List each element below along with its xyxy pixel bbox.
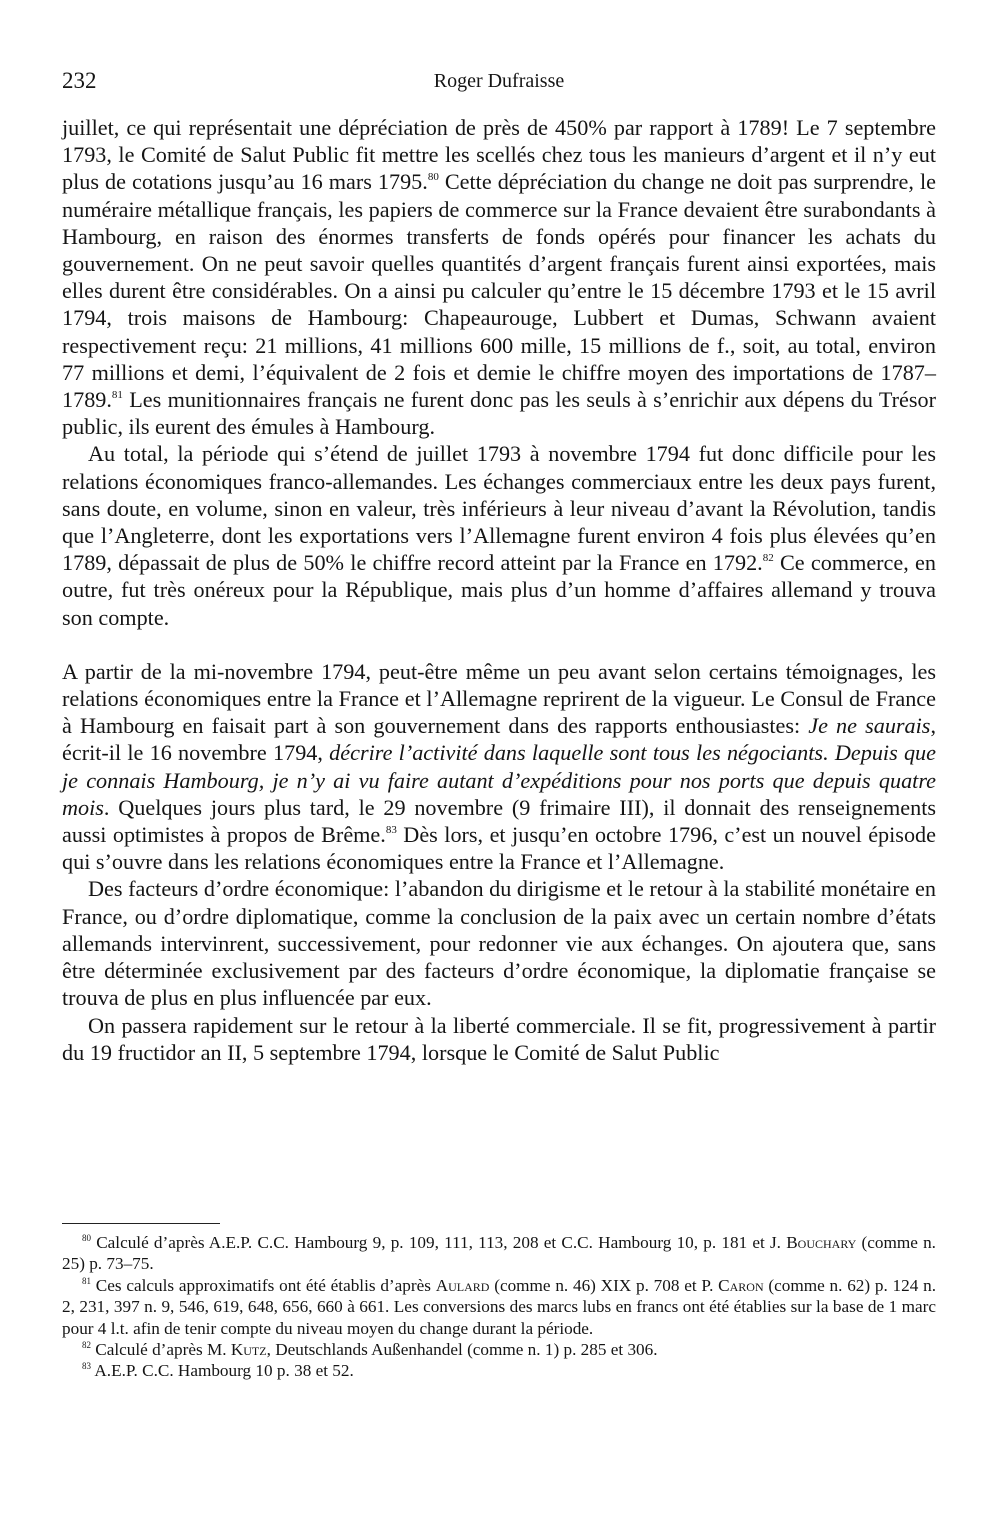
- footnote-83: [62, 1360, 936, 1381]
- footnote-81-text-b: (comme n. 46) XIX p. 708 et P.: [489, 1275, 719, 1295]
- footnote-divider: [62, 1223, 220, 1224]
- footnote-81-text-c: (comme n. 62) p. 124 n. 2, 231, 397 n. 9, 546, 619, 648, 656, 660 à 661. Les conversions des marcs lubs en francs ont été établies sur la base de 1 marc pour 4 l.t. afin de tenir compte du niveau moyen du change durant la période.: [62, 1275, 937, 1338]
- paragraph-3-text-d: Dès lors, et jusqu’en octobre 1796, c’est un nouvel épisode qui s’ouvre dans les relations économiques entre la France et l’Allemagne.: [62, 822, 936, 875]
- paragraph-1-text-b: Cette dépréciation du change ne doit pas surprendre, le numéraire métallique français, les papiers de commerce sur la France devaient être surabondants à Hambourg, en raison des énormes transferts de fonds opérés pour financer les achats du gouvernement. On ne peut savoir quelles quantités d’argent français furent ainsi exportées, mais elles durent être considérables. On a ainsi pu calculer qu’entre le 15 décembre 1793 et le 15 avril 1794, trois maisons de Hambourg: Chapeaurouge, Lubbert et Dumas, Schwann avaient respectivement reçu: 21 millions, 41 millions 600 mille, 15 millions de f., soit, au total, environ 77 millions et demi, l’équivalent de 2 fois et demie le chiffre moyen des importations de 1787–1789.: [62, 169, 936, 413]
- paragraph-1: [62, 114, 936, 440]
- footnote-82-text-a: Calculé d’après M.: [95, 1340, 231, 1360]
- paragraph-3-italic-1: Je ne saurais: [808, 713, 931, 739]
- footnote-ref-83: 83: [385, 824, 397, 837]
- footnote-number: 82: [82, 1340, 91, 1351]
- footnote-ref-81: 81: [111, 389, 123, 402]
- footnote-80-text-a: Calculé d’après A.E.P. C.C. Hambourg 9, p. 109, 111, 113, 208 et C.C. Hambourg 10, p. 181 et J.: [96, 1233, 787, 1252]
- paragraph-2-text-a: Au total, la période qui s’étend de juillet 1793 à novembre 1794 fut donc difficile pour les relations économiques franco-allemandes. Les échanges commerciaux entre les deux pays furent, sans doute, en volume, sinon en valeur, très inférieurs à leur niveau d’avant la Révolution, tandis que l’Angleterre, dont les exportations vers l’Allemagne furent environ 4 fois plus élevées qu’en 1789, dépassait de plus de 50% le chiffre record atteint par la France en 1792.: [62, 441, 936, 576]
- paragraph-3-text-a: A partir de la mi-novembre 1794, peut-être même un peu avant selon certains témoignages, les relations économiques entre la France et l’Allemagne reprirent de la vigueur. Le Consul de France à Hambourg en faisait part à son gouvernement dans des rapports enthousiastes:: [62, 658, 936, 739]
- footnote-80: [62, 1232, 936, 1275]
- paragraph-3-text-b: , écrit-il le 16 novembre 1794,: [62, 713, 936, 766]
- paragraph-4: Des facteurs d’ordre économique: l’abandon du dirigisme et le retour à la stabilité monétaire en France, ou d’ordre diplomatique, comme la conclusion de la paix avec un certain nombre d’états allemands intervinrent, successivement, pour redonner vie aux échanges. On ajoutera que, sans être déterminée exclusivement par des facteurs d’ordre économique, la diplomatie française se trouva de plus en plus influencée par eux.: [62, 876, 936, 1011]
- footnote-83-text-a: A.E.P. C.C. Hambourg 10 p. 38 et 52.: [94, 1361, 354, 1381]
- footnote-number: 83: [82, 1361, 91, 1372]
- paragraph-2: [62, 440, 936, 630]
- footnote-81-author-1: Aulard: [435, 1275, 490, 1295]
- footnote-81-text-a: Ces calculs approximatifs ont été établis d’après: [95, 1275, 436, 1295]
- body-text: [62, 114, 936, 1066]
- paragraph-1-text-c: Les munitionnaires français ne furent donc pas les seuls à s’enrichir aux dépens du Trésor public, ils eurent des émules à Hambourg.: [62, 387, 936, 440]
- running-head: Roger Dufraisse: [433, 70, 565, 92]
- paragraph-1-text-a: juillet, ce qui représentait une dépréciation de près de 450% par rapport à 1789! Le 7 septembre 1793, le Comité de Salut Public fit mettre les scellés chez tous les manieurs d’argent et il n’y eut plus de cotations jusqu’au 16 mars 1795.: [62, 115, 936, 195]
- footnote-80-text-b: (comme n. 25) p. 73–75.: [62, 1233, 936, 1274]
- footnote-82: [62, 1339, 936, 1360]
- page-header: [62, 68, 936, 100]
- page-number: 232: [62, 68, 97, 93]
- paragraph-3-text-c: . Quelques jours plus tard, le 29 novembre (9 frimaire III), il donnait des renseignements aussi optimistes à propos de Brême.: [62, 794, 936, 848]
- footnotes: [62, 1232, 936, 1382]
- paragraph-3: [62, 658, 936, 876]
- paragraph-2-text-b: Ce commerce, en outre, fut très onéreux pour la République, mais plus d’un homme d’affaires allemand y trouva son compte.: [62, 550, 936, 630]
- footnote-number: 81: [82, 1275, 91, 1286]
- footnote-ref-80: 80: [427, 171, 439, 184]
- footnote-82-author: Kutz: [230, 1340, 267, 1360]
- paragraph-5: On passera rapidement sur le retour à la liberté commerciale. Il se fit, progressivement à partir du 19 fructidor an II, 5 septembre 1794, lorsque le Comité de Salut Public: [62, 1012, 936, 1065]
- footnote-number: 80: [82, 1233, 91, 1243]
- footnote-82-text-b: , Deutschlands Außenhandel (comme n. 1) p. 285 et 306.: [266, 1340, 658, 1360]
- footnote-81-author-2: Caron: [718, 1275, 764, 1295]
- footnote-80-author: Bouchary: [786, 1233, 857, 1252]
- footnote-81: [62, 1275, 936, 1339]
- paragraph-3-italic-2: décrire l’activité dans laquelle sont tous les négociants. Depuis que je connais Hambourg, je n’y ai vu faire autant d’expéditions pour nos ports que depuis quatre mois: [62, 740, 936, 820]
- footnote-ref-82: 82: [762, 552, 774, 565]
